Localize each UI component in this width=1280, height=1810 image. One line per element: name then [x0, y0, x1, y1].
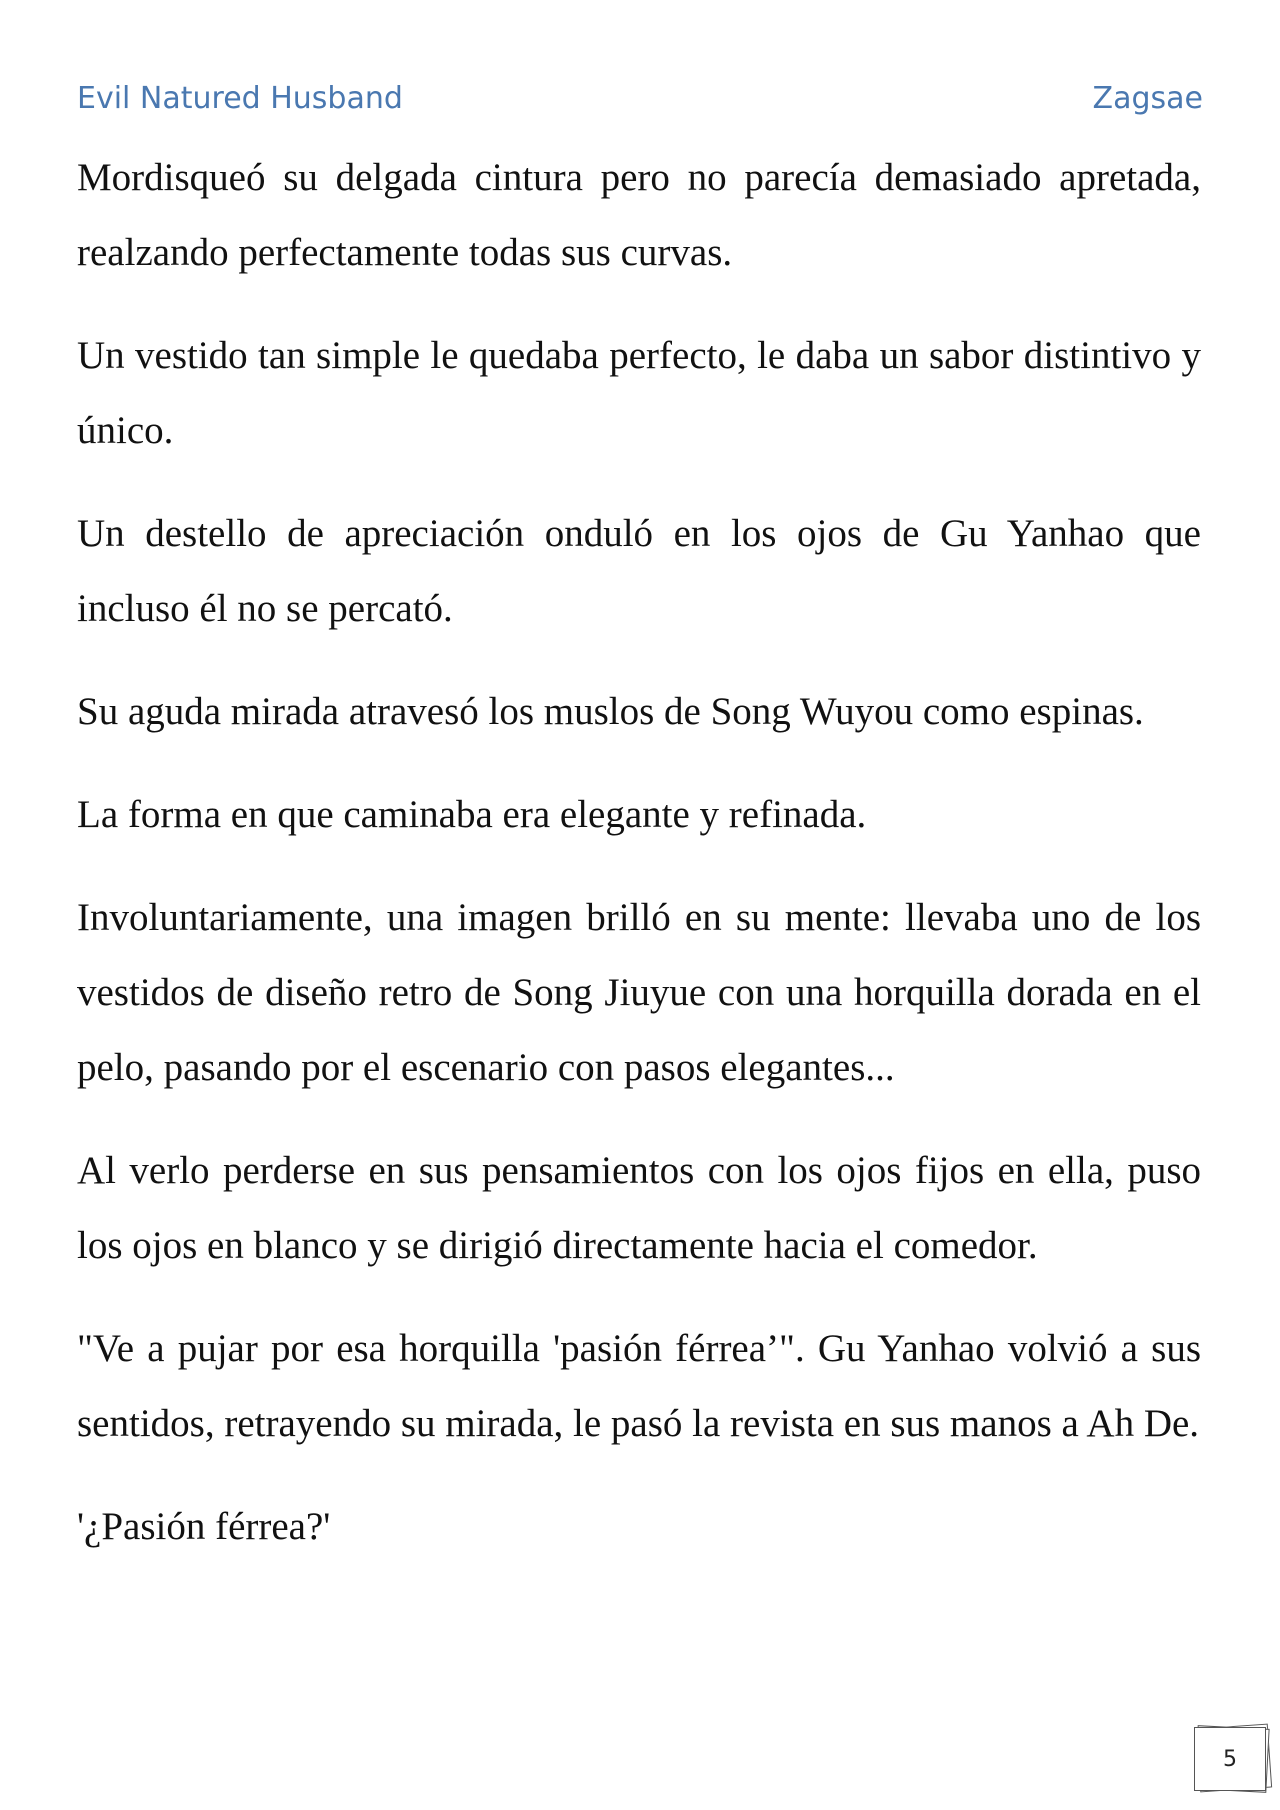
- paragraph: Mordisqueó su delgada cintura pero no parecía demasiado apretada, realzando perfectamente todas sus curvas.: [77, 156, 1201, 274]
- page-number: 5: [1194, 1727, 1266, 1791]
- book-title: Evil Natured Husband: [77, 80, 403, 116]
- paragraph: Un vestido tan simple le quedaba perfecto, le daba un sabor distintivo y único.: [77, 334, 1201, 452]
- body-text: [77, 140, 1201, 1592]
- paragraph: La forma en que caminaba era elegante y refinada.: [77, 793, 867, 836]
- paragraph: '¿Pasión férrea?': [77, 1505, 331, 1548]
- page-number-badge: [1194, 1724, 1266, 1790]
- paragraph: Un destello de apreciación onduló en los ojos de Gu Yanhao que incluso él no se percató.: [77, 512, 1201, 630]
- paragraph: Su aguda mirada atravesó los muslos de Song Wuyou como espinas.: [77, 690, 1144, 733]
- page-header: [77, 78, 1203, 118]
- author-name: Zagsae: [1092, 80, 1203, 116]
- paragraph: Al verlo perderse en sus pensamientos con los ojos fijos en ella, puso los ojos en blanco y se dirigió directamente hacia el comedor.: [77, 1149, 1201, 1267]
- paragraph: Involuntariamente, una imagen brilló en su mente: llevaba uno de los vestidos de diseño retro de Song Jiuyue con una horquilla dorada en el pelo, pasando por el escenario con pasos elegantes...: [77, 896, 1201, 1089]
- paragraph: "Ve a pujar por esa horquilla 'pasión férrea’". Gu Yanhao volvió a sus sentidos, retrayendo su mirada, le pasó la revista en sus manos a Ah De.: [77, 1327, 1201, 1445]
